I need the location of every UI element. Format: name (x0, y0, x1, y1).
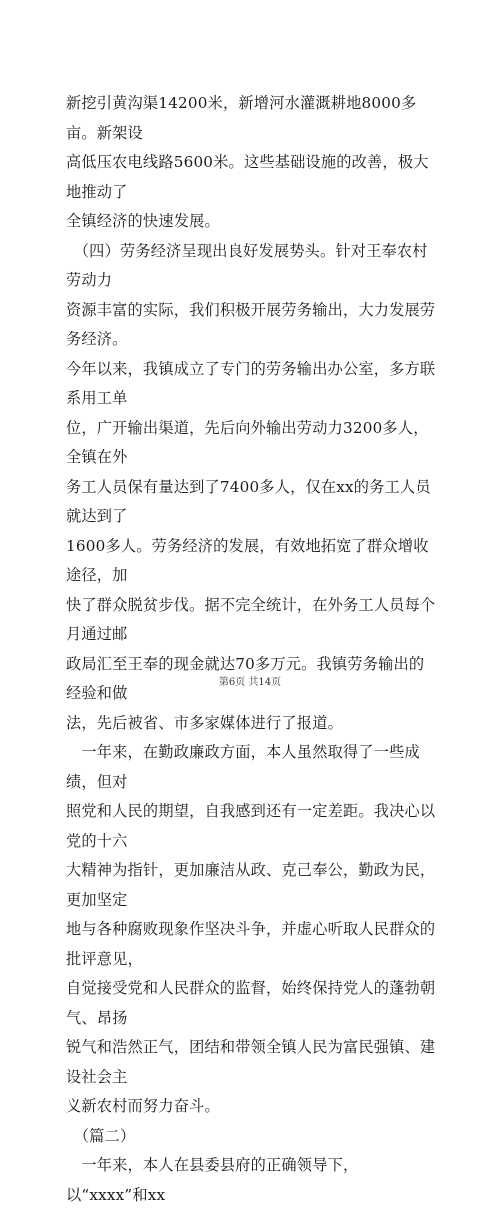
document-body (66, 89, 438, 1210)
paragraph-integrity: 一年来，在勤政廉政方面，本人虽然取得了一些成绩，但对 照党和人民的期望，自我感到还有一定差距。我决心以党的十六 大精神为指针，更加廉洁从政、克己奉公，勤政为民，更加坚定 地与各种腐败现象作坚决斗争，并虚心听取人民群众的批评意见， 自觉接受党和人民群众的监督，始终保持党人的蓬勃朝气、昂扬 锐气和浩然正气，团结和带领全镇人民为富民强镇、建设社会主 义新农村而努力奋斗。 (66, 743, 436, 1115)
paragraph-part-two-intro: 一年来，本人在县委县府的正确领导下，以“xxxx”和xx (66, 1156, 359, 1204)
paragraph-labor-economy: （四）劳务经济呈现出良好发展势头。针对王奉农村劳动力 资源丰富的实际，我们积极开展劳务输出，大力发展劳务经济。 今年以来，我镇成立了专门的劳务输出办公室，多方联系用工单 位，广开输出渠道，先后向外输出劳动力3200多人，全镇在外 务工人员保有量达到了7400多人，仅在xx的务工人员就达到了 1600多人。劳务经济的发展，有效地拓宽了群众增收途径，加 快了群众脱贫步伐。据不完全统计，在外务工人员每个月通过邮 政局汇至王奉的现金就达70多万元。我镇劳务输出的经验和做 法，先后被省、市多家媒体进行了报道。 (66, 241, 436, 732)
section-heading-part-two: （篇二） (66, 1126, 136, 1145)
paragraph-infrastructure: 新挖引黄沟渠14200米，新增河水灌溉耕地8000多亩。新架设 高低压农电线路5600米。这些基础设施的改善，极大地推动了 全镇经济的快速发展。 (66, 94, 429, 230)
page-number-footer: 第6页 共14页 (218, 677, 282, 688)
